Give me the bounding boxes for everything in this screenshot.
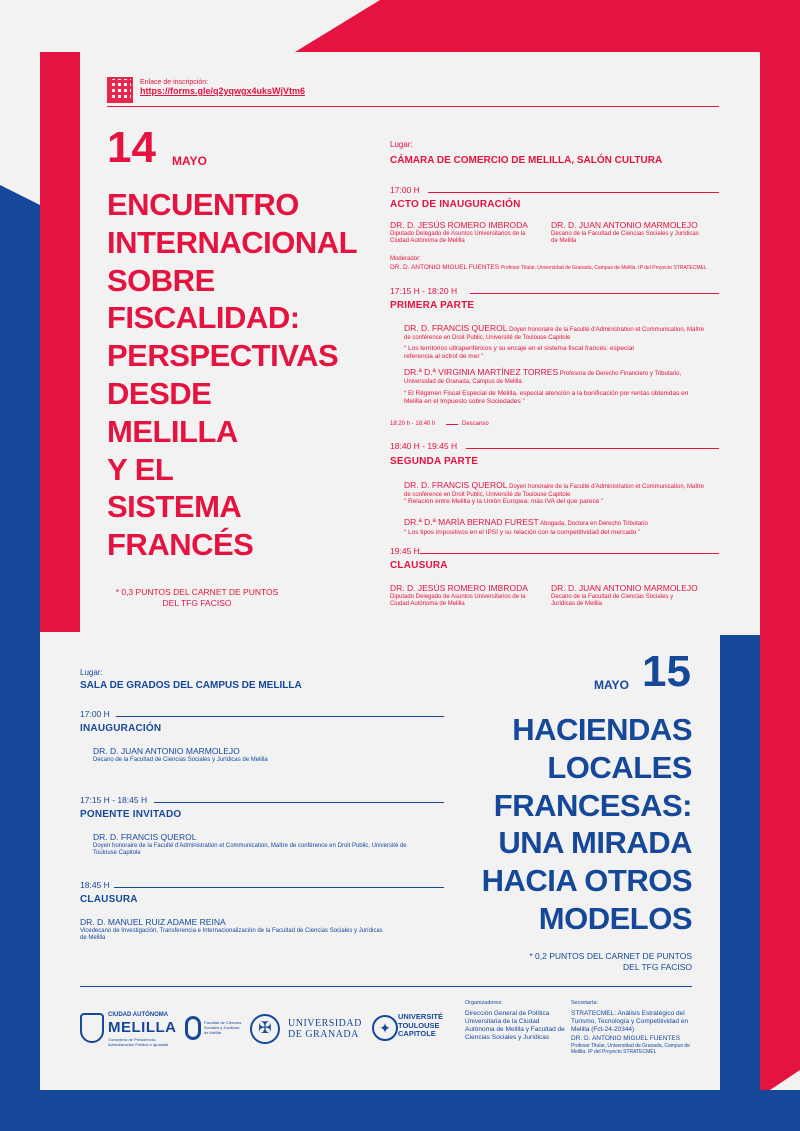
divider (107, 106, 719, 107)
logo-faculty: Facultad de Ciencias Sociales y Jurídicas de Melilla (204, 1020, 242, 1035)
divider (116, 716, 444, 717)
session-title: SEGUNDA PARTE (390, 456, 479, 467)
speaker-name: DR. D. JUAN ANTONIO MARMOLEJO (551, 220, 698, 230)
speaker-role: Decano de la Facultad de Ciencias Sociales y Jurídicas de Melilla (551, 594, 674, 607)
secretariat-name: DR. D. ANTONIO MIGUEL FUENTES (571, 1035, 681, 1042)
session-time: 17:15 H - 18:45 H (80, 795, 148, 805)
registration-label: Enlace de inscripción: (140, 79, 209, 86)
logo-ugr: UNIVERSIDAD DE GRANADA (288, 1018, 362, 1040)
speaker-name: DR. D. JESÚS ROMERO IMBRODA (390, 220, 528, 230)
talk-title: “ El Régimen Fiscal Especial de Melilla, especial atención a la bonificación por rentas obtenidas en Melilla en el Impuesto sobre Sociedades ” (404, 390, 689, 405)
logo-toulouse: UNIVERSITÉ TOULOUSE CAPITOLE (398, 1012, 444, 1038)
ugr-seal-icon: ✠ (250, 1014, 280, 1044)
talk-title: “ Los tipos impositivos en el IPSI y su relación con la competitividad del mercado ” (404, 529, 641, 536)
logo-melilla: MELILLA (108, 1019, 177, 1036)
session-title: ACTO DE INAUGURACIÓN (390, 199, 521, 210)
faculty-logo-icon (185, 1016, 201, 1040)
divider (446, 424, 458, 425)
speaker-entry: DR.ª D.ª VIRGINIA MARTÍNEZ TORRES Profesora de Derecho Financiero y Tributario, Universidad de Granada, Campus de Melilla (404, 367, 682, 385)
month-label: MAYO (172, 154, 207, 168)
break-time: 18:20 h - 18:40 h (390, 421, 436, 427)
qr-code-icon[interactable] (107, 77, 133, 103)
session-time: 19:45 H (390, 546, 420, 556)
speaker-name: DR. D. JUAN ANTONIO MARMOLEJO (551, 583, 698, 593)
divider (466, 448, 719, 449)
session-time: 17:00 H (80, 709, 110, 719)
day-number: 14 (107, 123, 156, 172)
organizers-text: Dirección General de Política Universitaria de la Ciudad Autónoma de Melilla y Facultad de Ciencias Sociales y Jurídicas (465, 1010, 565, 1041)
event-title: ENCUENTRO INTERNACIONAL SOBRE FISCALIDAD: PERSPECTIVAS DESDE MELILLA Y EL SISTEMA FRANCÉS (107, 187, 358, 563)
session-title: PRIMERA PARTE (390, 300, 475, 311)
logo-text: Consejería de Presidencia, Administración Pública e Igualdad (108, 1037, 169, 1047)
secretariat-text: STRATECMEL: Análisis Estratégico del Turismo, Tecnología y Competitividad en Melilla (Fct-24-20344) (571, 1010, 689, 1033)
session-title: CLAUSURA (390, 560, 448, 571)
divider (428, 192, 719, 193)
session-time: 17:00 H (390, 185, 420, 195)
speaker-entry: DR. D. FRANCIS QUEROL Doyen honoraire de la Faculté d'Administration et Communication, Maître de conférence en Droit Public, Université de Toulouse Capitole (404, 480, 705, 498)
break-label: Descanso (462, 421, 489, 427)
speaker-name: DR. D. FRANCIS QUEROL (93, 832, 197, 842)
points-note: * 0,3 PUNTOS DEL CARNET DE PUNTOS DEL TFG FACISO (115, 587, 279, 608)
session-title: INAUGURACIÓN (80, 723, 162, 734)
divider (420, 553, 719, 554)
speaker-name: DR. D. JUAN ANTONIO MARMOLEJO (93, 746, 240, 756)
speaker-entry: DR. D. FRANCIS QUEROL Doyen honoraire de la Faculté d'Administration et Communication, Maître de conférence en Droit Public, Université de Toulouse Capitole (404, 323, 705, 341)
points-note: * 0,2 PUNTOS DEL CARNET DE PUNTOS DEL TFG FACISO (529, 951, 692, 972)
place-label: Lugar: (80, 668, 103, 677)
logo-text: CIUDAD AUTÓNOMA (108, 1012, 169, 1018)
organizers-label: Organizadores: (465, 1000, 503, 1006)
event-title: HACIENDAS LOCALES FRANCESAS: UNA MIRADA HACIA OTROS MODELOS (481, 712, 692, 936)
divider (114, 887, 444, 888)
speaker-name: DR. D. MANUEL RUIZ ADAME REINA (80, 917, 226, 927)
speaker-name: DR. D. JESÚS ROMERO IMBRODA (390, 583, 528, 593)
moderator-label: Moderador: (390, 256, 421, 262)
talk-title: “ Los territorios ultraperiféricos y su encaje en el sistema fiscal francés: especial referencia al octrol de mer ” (404, 345, 634, 360)
divider (80, 986, 692, 987)
speaker-role: Diputado Delegado de Asuntos Universitarios de la Ciudad Autónoma de Melilla (390, 231, 526, 244)
session-time: 17:15 H - 18:20 H (390, 286, 458, 296)
session-title: CLAUSURA (80, 894, 138, 905)
talk-title: “ Relación entre Melilla y la Unión Europea: más IVA del que parece ” (404, 498, 604, 505)
session-time: 18:40 H - 19:45 H (390, 441, 458, 451)
speaker-role: Decano de la Facultad de Ciencias Sociales y Jurídicas de Melilla (551, 231, 699, 244)
melilla-crest-icon (80, 1013, 104, 1043)
speaker-role: Vicedecano de Investigación, Transferencia e Internacionalización de la Facultad de Ciencias Sociales y Jurídicas de Melilla (80, 928, 383, 941)
place-name: SALA DE GRADOS DEL CAMPUS DE MELILLA (80, 680, 302, 691)
day-number: 15 (642, 647, 691, 696)
registration-link[interactable]: https://forms.gle/q2yqwgx4uksWjVtm6 (140, 86, 306, 96)
speaker-role: Doyen honoraire de la Faculté d'Administration et Communication, Maître de conférence en Droit Public, Université de Toulouse Capitole (93, 843, 407, 856)
place-label: Lugar: (390, 140, 413, 149)
divider (154, 802, 444, 803)
toulouse-seal-icon: ✦ (372, 1015, 398, 1041)
speaker-entry: DR.ª D.ª MARÍA BERNAD FUREST Abogada, Doctora en Derecho Tributario (404, 517, 648, 527)
speaker-role: Decano de la Facultad de Ciencias Sociales y Jurídicas de Melilla (93, 757, 268, 763)
month-label: MAYO (594, 678, 629, 692)
secretariat-label: Secretaría: (571, 1000, 598, 1006)
speaker-role: Diputado Delegado de Asuntos Universitarios de la Ciudad Autónoma de Melilla (390, 594, 526, 607)
session-title: PONENTE INVITADO (80, 809, 182, 820)
secretariat-role: Profesor Titular, Universidad de Granada, Campus de Melilla. IP del Proyecto STRATECMEL (571, 1043, 690, 1055)
session-time: 18:45 H (80, 880, 110, 890)
moderator: DR. D. ANTONIO MIGUEL FUENTES Profesor Titular, Universidad de Granada, Campus de Melilla. IP del Proyecto STRATECMEL (390, 264, 707, 271)
divider (470, 293, 719, 294)
place-name: CÁMARA DE COMERCIO DE MELILLA, SALÓN CULTURA (390, 155, 663, 166)
